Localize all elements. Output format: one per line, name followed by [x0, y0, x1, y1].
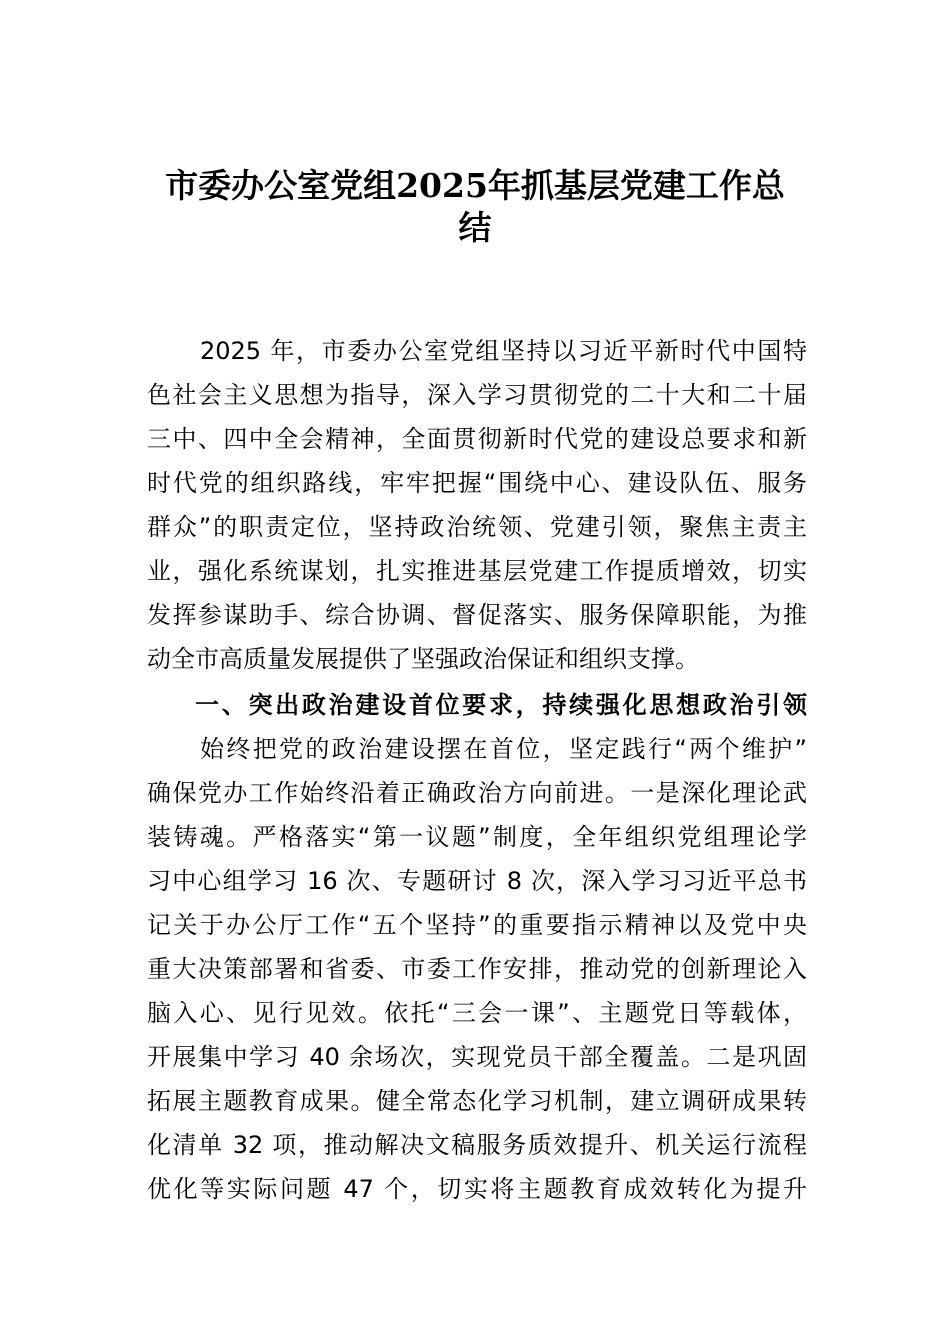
intro-paragraph-line: 发挥参谋助手、综合协调、督促落实、服务保障职能，为推 [147, 601, 807, 629]
intro-paragraph-line: 2025 年，市委办公室党组坚持以习近平新时代中国特 [200, 337, 807, 365]
intro-paragraph-line: 色社会主义思想为指导，深入学习贯彻党的二十大和二十届 [147, 381, 807, 409]
intro-paragraph-line: 群众”的职责定位，坚持政治统领、党建引领，聚焦主责主 [147, 513, 807, 541]
section-paragraph-line: 确保党办工作始终沿着正确政治方向前进。一是深化理论武 [147, 779, 807, 807]
section-paragraph-line: 习中心组学习 16 次、专题研讨 8 次，深入学习习近平总书 [147, 867, 807, 895]
intro-paragraph-line: 业，强化系统谋划，扎实推进基层党建工作提质增效，切实 [147, 557, 807, 585]
section-paragraph-line: 重大决策部署和省委、市委工作安排，推动党的创新理论入 [147, 955, 807, 983]
section-paragraph-line: 脑入心、见行见效。依托“三会一课”、主题党日等载体， [147, 999, 807, 1027]
section-paragraph-line: 装铸魂。严格落实“第一议题”制度，全年组织党组理论学 [147, 823, 807, 851]
section-paragraph-line: 始终把党的政治建设摆在首位，坚定践行“两个维护” [200, 735, 807, 763]
document-title-line-1: 市委办公室党组2025年抓基层党建工作总 [165, 166, 785, 205]
section-paragraph-line: 记关于办公厅工作“五个坚持”的重要指示精神以及党中央 [147, 911, 807, 939]
intro-paragraph-line: 动全市高质量发展提供了坚强政治保证和组织支撑。 [147, 645, 699, 673]
section-paragraph-line: 开展集中学习 40 余场次，实现党员干部全覆盖。二是巩固 [147, 1043, 807, 1071]
section-paragraph-line: 拓展主题教育成果。健全常态化学习机制，建立调研成果转 [147, 1087, 807, 1115]
intro-paragraph-line: 三中、四中全会精神，全面贯彻新时代党的建设总要求和新 [147, 425, 807, 453]
section-paragraph-line: 优化等实际问题 47 个，切实将主题教育成效转化为提升 [147, 1175, 807, 1203]
intro-paragraph-line: 时代党的组织路线，牢牢把握“围绕中心、建设队伍、服务 [147, 469, 807, 497]
section-heading: 一、突出政治建设首位要求，持续强化思想政治引领 [195, 691, 807, 719]
section-paragraph-line: 化清单 32 项，推动解决文稿服务质效提升、机关运行流程 [147, 1131, 807, 1159]
document-title-line-2: 结 [458, 208, 492, 247]
